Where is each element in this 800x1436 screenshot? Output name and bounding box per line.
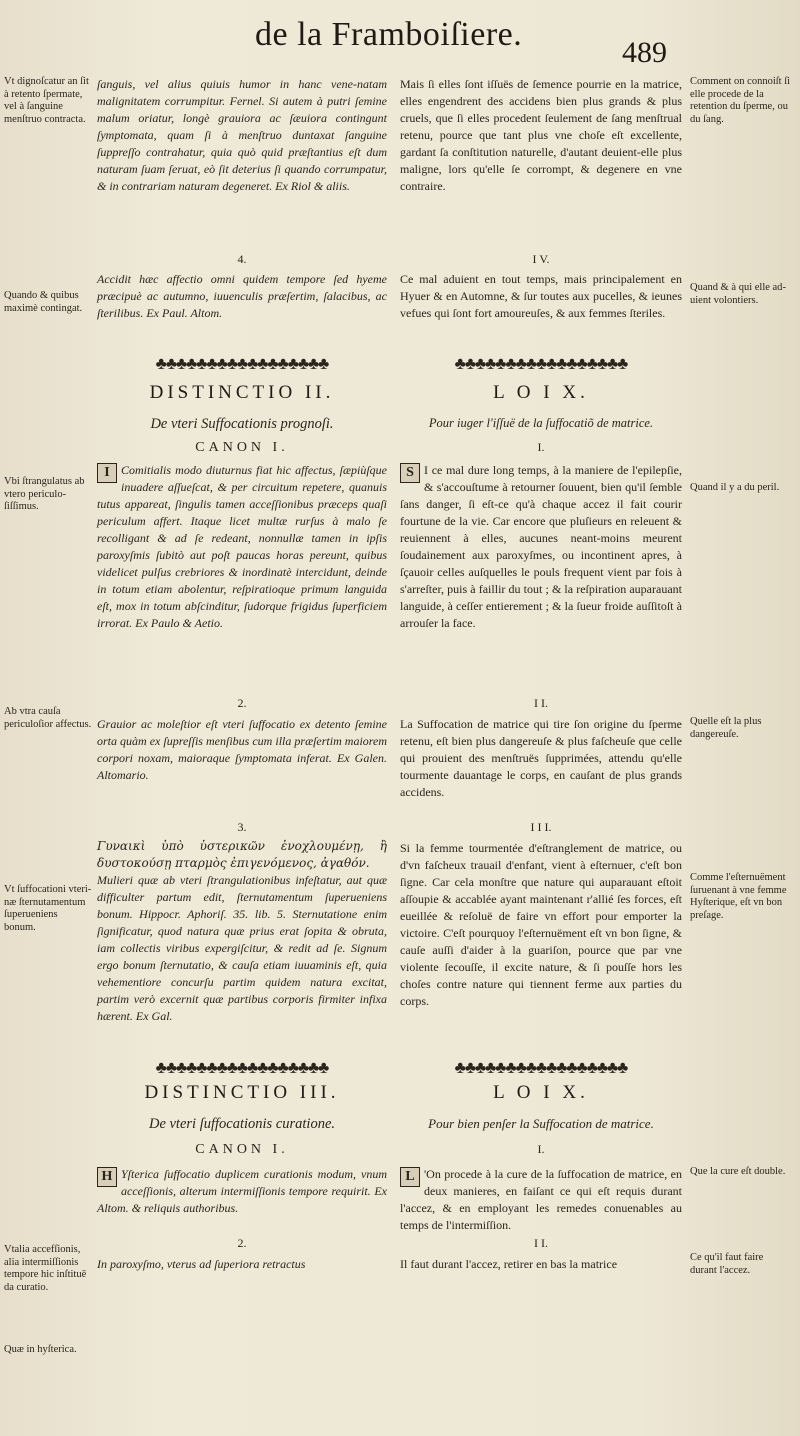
paragraph	[97, 462, 387, 632]
paragraph-number: I I I.	[530, 820, 552, 834]
margin-note: Que la cure eſt double.	[690, 1166, 786, 1177]
margin-note: Vbi ſtrangulatus ab vtero periculoſiſſimus.	[4, 476, 85, 512]
margin-note: Ab vtra cauſa periculoſior affectus.	[4, 706, 92, 730]
section-subheading: De vteri Suffocationis prognoſi.	[150, 416, 334, 432]
paragraph: Mulieri quæ ab vteri ſtrangulationibus infeſtatur, aut quæ difficulter partum edit, ſternutamentum ſuperueniens bonum. Hippocr. Aphoriſ. 35. lib. 5. Sternutatione enim ſignificatur, quod natura quæ prius erat ſopita & obruta, iam collectis viribus expergiſcitur, & redit ad ſe. Signum ergo bonum ſternutatio, & cauſa etiam iuuaminis eſt, quia vehementiore concurſu partim quidem natura excitat, partim verò excernit quæ partibus corporis firmiter infixa hærent. Ex Gal.	[97, 873, 387, 1023]
paragraph-number: I I.	[534, 696, 548, 710]
paragraph: In paroxyſmo, vterus ad ſuperiora retractus	[97, 1257, 306, 1271]
section-heading: L O I X.	[493, 382, 589, 403]
ornament-band: ♣♣♣♣♣♣♣♣♣♣♣♣♣♣♣♣♣	[155, 354, 329, 373]
page-number: 489	[622, 36, 667, 69]
margin-note: Vt dignoſcatur an ſit à retento ſpermate, vel à ſanguine menſtruo contracta.	[4, 76, 89, 125]
paragraph: Grauior ac moleſtior eſt vteri ſuffocatio ex detento ſemine orta quàm ex ſupreſſis menſibus cum illa præſertim maiorem corpori noxam, maioraque ſymptomata inferat. Ex Galen. Altomario.	[97, 717, 387, 782]
margin-note: Vt ſuffocationi vterinæ ſternutamentum ſuperueniens bonum.	[4, 884, 92, 933]
paragraph	[400, 1166, 682, 1234]
section-heading: L O I X.	[493, 1082, 589, 1103]
drop-cap: H	[97, 1167, 117, 1187]
paragraph-number: 2.	[237, 696, 247, 710]
margin-note: Comme l'eſternuëment ſuruenant à vne femme Hyſterique, eſt vn bon preſage.	[690, 872, 787, 921]
margin-note: Vtalia accefſionis, alia intermiſſionis tempore hic inſtituē da curatio.	[4, 1244, 87, 1293]
margin-note: Comment on connoiſt ſi elle procede de la retention du ſperme, ou du ſang.	[690, 76, 791, 125]
paragraph-number: 4.	[237, 252, 247, 266]
paragraph	[97, 1166, 387, 1217]
paragraph-number: I.	[537, 1142, 545, 1156]
paragraph: Il faut durant l'accez, retirer en bas la matrice	[400, 1257, 618, 1271]
paragraph: La Suffocation de matrice qui tire ſon origine du ſperme retenu, eſt bien plus dangereuſe & plus faſcheuſe que celle qui prouient des menſtruës ſupprimées, attendu qu'elle tourmente dauantage le corps, en cauſant de plus grands accidens.	[400, 717, 682, 799]
drop-cap: S	[400, 463, 420, 483]
paragraph: Mais ſi elles ſont iſſuës de ſemence pourrie en la matrice, elles engendrent des accidens bien plus grands & plus cruels, que ſi elles procedent ſeulement de ſang menſtrual retenu, pource que tant plus vne choſe eſt excellente, gardant ſa conſtitution naturelle, d'autant deuient-elle plus maligne, lors qu'elle ſe corrompt, & degenere en vne contraire.	[400, 77, 682, 193]
paragraph-number: I.	[537, 440, 545, 454]
section-heading: DISTINCTIO II.	[149, 382, 335, 403]
greek-quotation: Γυναικὶ ὑπὸ ὑστερικῶν ἐνοχλουμένῃ, ἢ δυστοκούσῃ πταρμὸς ἐπιγενόμενος, ἀγαθόν.	[97, 839, 387, 870]
margin-note: Ce qu'il faut faire durant l'accez.	[690, 1252, 764, 1276]
paragraph: Ce mal aduient en tout temps, mais principalement en Hyuer & en Automne, & ſur toutes aux pucelles, & ieunes vefues qui ſont fort amoureuſes, & aux femmes ſteriles.	[400, 272, 682, 320]
margin-note: Quand il y a du peril.	[690, 482, 780, 493]
paragraph: Accidit hæc affectio omni quidem tempore ſed hyeme præcipuè ac autumno, iuuenculis præſertim, ſalacibus, ac ſterilibus. Ex Paul. Altom.	[97, 272, 387, 320]
paragraph-text: Yſterica ſuffocatio duplicem curationis modum, vnum acceſſionis, alterum intermiſſionis tempore requirit. Ex Altom. & reliquis authoribus.	[97, 1167, 387, 1215]
margin-note: Quand & à qui elle aduient volontiers.	[690, 282, 786, 306]
paragraph	[400, 462, 682, 632]
paragraph-text: Comitialis modo diuturnus fiat hic affectus, ſæpiùſque inuadere aſſueſcat, & per circuitum repetere, quanuis tutus appareat, ſingulis tamen acceſſionibus præceps quaſi periculum affert. Itaque licet multæ rurſus à malo ſe recolligant & ad ſe redeant, nonnullæ tamen in ipſis paroxyſmis ſubitò aut poſt paucas horas pereunt, quibus videlicet pulſus crebriores & inordinatè intercidunt, deinde in totum etiam abolentur, reſpiratioque primum languida eſt, mox in totum abſcinditur, ſudorque frigidus ſuperficiem irrorat. Ex Paulo & Aetio.	[97, 463, 387, 630]
paragraph-number: 2.	[237, 1236, 247, 1250]
ornament-band: ♣♣♣♣♣♣♣♣♣♣♣♣♣♣♣♣♣	[155, 1058, 329, 1077]
running-title: de la Framboiſiere.	[255, 16, 523, 53]
paragraph-number: I I.	[534, 1236, 548, 1250]
margin-note: Quæ in hyſterica.	[4, 1344, 77, 1355]
section-subheading: Pour bien penſer la Suffocation de matrice.	[428, 1116, 654, 1131]
paragraph-text: 'On procede à la cure de la ſuffocation de matrice, en deux manieres, en faiſant ce qui eſt requis durant l'accez, & en employant les remedes conuenables au temps de l'intermiſſion.	[400, 1167, 682, 1232]
paragraph-number: I V.	[532, 252, 550, 266]
section-heading: DISTINCTIO III.	[144, 1082, 340, 1103]
canon-heading: CANON I.	[195, 1142, 289, 1157]
section-subheading: De vteri ſuffocationis curatione.	[148, 1116, 336, 1132]
section-subheading: Pour iuger l'iſſuë de la ſuffocatiõ de matrice.	[428, 416, 654, 430]
paragraph: Si la femme tourmentée d'eſtranglement de matrice, ou d'vn faſcheux trauail d'enfant, vient à eſternuer, c'eſt bon ſigne. Car cela monſtre que nature qui auparauant eſtoit aſſoupie & accablée ayant maintenant r'allié ſes forces, eſt eueillée & reſoluë de faire vn effort pour emporter la victoire. C'eſt pourquoy l'eſternuëment eſt vn bon ſigne, & cauſe auſſi d'aider à la guariſon, pource que par vne violente ſecouſſe, il excite nature, & ſi pouſſe hors les choſes contre nature qui tiennent ferme aux parties du corps.	[400, 841, 682, 1008]
drop-cap: I	[97, 463, 117, 483]
paragraph: ſanguis, vel alius quiuis humor in hanc vene‑natam malignitatem corrumpitur. Fernel. Si autem à putri ſemine malum oriatur, longè grauiora ac ſæuiora contingunt ſymptomata, quam ſi à menſtruo duntaxat ſanguine ſuppreſſo contrahatur, quia quò quid præſtantius eſt dum naturam ſuam ſeruat, eò ſit deterius ſi quando corrumpatur, & in contrariam naturam degeneret. Ex Riol & aliis.	[97, 77, 387, 193]
paragraph-number: 3.	[237, 820, 247, 834]
canon-heading: CANON I.	[195, 440, 289, 455]
ornament-band: ♣♣♣♣♣♣♣♣♣♣♣♣♣♣♣♣♣	[454, 1058, 628, 1077]
paragraph-text: I ce mal dure long temps, à la maniere de l'epilepſie, & s'accouſtume à retourner ſouuent, bien qu'il ſemble ſans danger, ſi eſt-ce qu'à chaque accez il fait courir fourtune de la vie. Car encore que pluſieurs en releuent & reuiennent à elles, aucunes neant-moins meurent ſoudainement aux paroxyſmes, ou incontinent apres, à ſçauoir celles auſquelles le pouls frequent vient par fois à s'arreſter, puis à faillir du tout ; & la reſpiration auparauant languide, à ceſſer entierement ; & la ſueur froide auſſitoſt à arrouſer la face.	[400, 463, 682, 630]
ornament-band: ♣♣♣♣♣♣♣♣♣♣♣♣♣♣♣♣♣	[454, 354, 628, 373]
margin-note: Quelle eſt la plus dangereuſe.	[690, 716, 762, 740]
drop-cap: L	[400, 1167, 420, 1187]
margin-note: Quando & quibus maximè contingat.	[4, 290, 83, 314]
